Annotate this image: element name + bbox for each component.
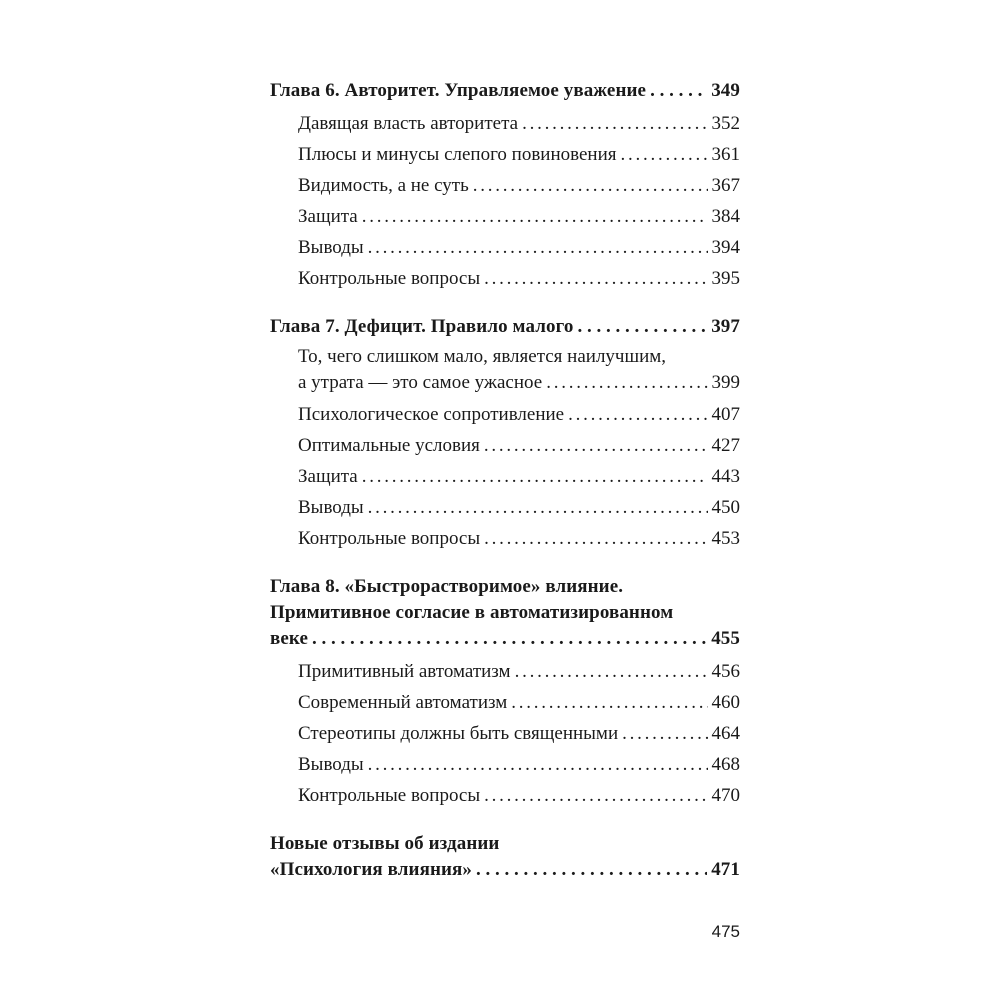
dot-leader <box>621 139 708 170</box>
toc-entry[interactable] <box>270 399 740 430</box>
dot-leader <box>622 718 707 749</box>
chapter-heading[interactable] <box>270 831 740 883</box>
toc-entry-title: Современный автоматизм <box>298 692 508 713</box>
chapter-heading-line <box>270 600 740 626</box>
dot-leader <box>568 399 707 430</box>
toc-entry-line <box>298 430 740 461</box>
toc-entry-line <box>298 344 740 370</box>
chapter-heading-line <box>270 626 740 652</box>
dot-leader <box>362 201 708 232</box>
toc-entry-title: Контрольные вопросы <box>298 785 481 806</box>
toc-entry[interactable] <box>270 430 740 461</box>
toc-entry-page-number: 427 <box>711 435 740 456</box>
toc-entry-line <box>298 492 740 523</box>
toc-entry-page-number: 352 <box>711 113 740 134</box>
toc-entry-line <box>298 461 740 492</box>
toc-entry-title: а утрата — это самое ужасное <box>298 372 543 393</box>
toc-entry-page-number: 456 <box>711 661 740 682</box>
chapter-heading-line <box>270 857 740 883</box>
toc-entry-line <box>298 108 740 139</box>
toc-entry-title: Выводы <box>298 497 364 518</box>
toc-entry-line <box>298 656 740 687</box>
dot-leader <box>484 523 707 554</box>
toc-entry-title: Защита <box>298 206 358 227</box>
toc-entry-title: То, чего слишком мало, является наилучшим, <box>298 346 667 367</box>
toc-entry[interactable] <box>270 687 740 718</box>
toc-entry-page-number: 394 <box>711 237 740 258</box>
dot-leader <box>362 461 708 492</box>
toc-entry-line <box>298 139 740 170</box>
toc-entry-page-number: 470 <box>711 785 740 806</box>
toc-entry-line <box>298 687 740 718</box>
toc-chapter <box>270 574 740 811</box>
toc-entry-title: Видимость, а не суть <box>298 175 469 196</box>
toc-entry-title: Контрольные вопросы <box>298 528 481 549</box>
toc-entry[interactable] <box>270 749 740 780</box>
chapter-title-text: веке <box>270 628 309 649</box>
chapter-title-text: Глава 8. «Быстрорастворимое» влияние. <box>270 576 624 597</box>
toc-entry[interactable] <box>270 108 740 139</box>
chapter-title-text: Примитивное согласие в автоматизированном <box>270 602 674 623</box>
dot-leader <box>476 857 707 883</box>
dot-leader <box>368 492 708 523</box>
chapter-page-number: 471 <box>711 859 740 880</box>
dot-leader <box>473 170 708 201</box>
toc-entry-line <box>298 399 740 430</box>
chapter-page-number: 349 <box>711 80 740 101</box>
dot-leader <box>368 232 708 263</box>
toc-entry-page-number: 450 <box>711 497 740 518</box>
toc-entry-page-number: 399 <box>711 372 740 393</box>
toc-entry-page-number: 407 <box>711 404 740 425</box>
dot-leader <box>368 749 708 780</box>
chapter-title-text: Глава 7. Дефицит. Правило малого <box>270 316 574 337</box>
toc-entry-title: Примитивный автоматизм <box>298 661 511 682</box>
toc-entry-title: Выводы <box>298 237 364 258</box>
chapter-heading-line <box>270 574 740 600</box>
toc-entry[interactable] <box>270 461 740 492</box>
toc-entry-line <box>298 523 740 554</box>
chapter-heading-line <box>270 78 740 104</box>
chapter-title-text: Глава 6. Авторитет. Управляемое уважение <box>270 80 647 101</box>
toc-entry[interactable] <box>270 263 740 294</box>
toc-chapter <box>270 831 740 883</box>
toc-entry-page-number: 453 <box>711 528 740 549</box>
toc-entry[interactable] <box>270 344 740 396</box>
chapter-heading[interactable] <box>270 78 740 104</box>
toc-entry-page-number: 468 <box>711 754 740 775</box>
toc-entry-page-number: 460 <box>711 692 740 713</box>
toc-entry-line <box>298 749 740 780</box>
chapter-page-number: 397 <box>711 316 740 337</box>
toc-entry-line <box>298 201 740 232</box>
toc-entry-title: Плюсы и минусы слепого повиновения <box>298 144 617 165</box>
toc-entry-title: Давящая власть авторитета <box>298 113 519 134</box>
toc-entry[interactable] <box>270 170 740 201</box>
toc-entry[interactable] <box>270 656 740 687</box>
chapter-heading[interactable] <box>270 574 740 652</box>
dot-leader <box>522 108 707 139</box>
toc-entry-title: Выводы <box>298 754 364 775</box>
toc-entry-line <box>298 718 740 749</box>
dot-leader <box>650 78 707 104</box>
chapter-heading-line <box>270 831 740 857</box>
toc-entry-page-number: 367 <box>711 175 740 196</box>
dot-leader <box>484 780 707 811</box>
toc-entry-line <box>298 370 740 396</box>
toc-entry[interactable] <box>270 523 740 554</box>
toc-entry-page-number: 395 <box>711 268 740 289</box>
chapter-title-text: Новые отзывы об издании <box>270 833 500 854</box>
dot-leader <box>312 626 707 652</box>
toc-entry[interactable] <box>270 139 740 170</box>
table-of-contents <box>270 78 740 887</box>
dot-leader <box>577 314 707 340</box>
toc-entry-title: Стереотипы должны быть священными <box>298 723 619 744</box>
toc-entry-title: Психологическое сопротивление <box>298 404 565 425</box>
toc-chapter <box>270 78 740 294</box>
toc-entry-title: Оптимальные условия <box>298 435 480 456</box>
chapter-page-number: 455 <box>711 628 740 649</box>
toc-entry-page-number: 464 <box>711 723 740 744</box>
dot-leader <box>484 430 708 461</box>
toc-entry[interactable] <box>270 718 740 749</box>
page-number: 475 <box>711 922 740 941</box>
toc-entry[interactable] <box>270 201 740 232</box>
toc-entry-line <box>298 263 740 294</box>
toc-entry[interactable] <box>270 780 740 811</box>
toc-entry-page-number: 384 <box>711 206 740 227</box>
toc-entry[interactable] <box>270 492 740 523</box>
dot-leader <box>511 687 707 718</box>
toc-entry-line <box>298 232 740 263</box>
chapter-heading[interactable] <box>270 314 740 340</box>
toc-chapter <box>270 314 740 554</box>
dot-leader <box>515 656 708 687</box>
toc-entry-line <box>298 170 740 201</box>
chapter-title-text: «Психология влияния» <box>270 859 473 880</box>
toc-entry-page-number: 443 <box>711 466 740 487</box>
toc-entry-title: Защита <box>298 466 358 487</box>
dot-leader <box>484 263 707 294</box>
chapter-heading-line <box>270 314 740 340</box>
dot-leader <box>546 370 707 396</box>
toc-entry-title: Контрольные вопросы <box>298 268 481 289</box>
toc-entry[interactable] <box>270 232 740 263</box>
toc-entry-page-number: 361 <box>711 144 740 165</box>
toc-entry-line <box>298 780 740 811</box>
